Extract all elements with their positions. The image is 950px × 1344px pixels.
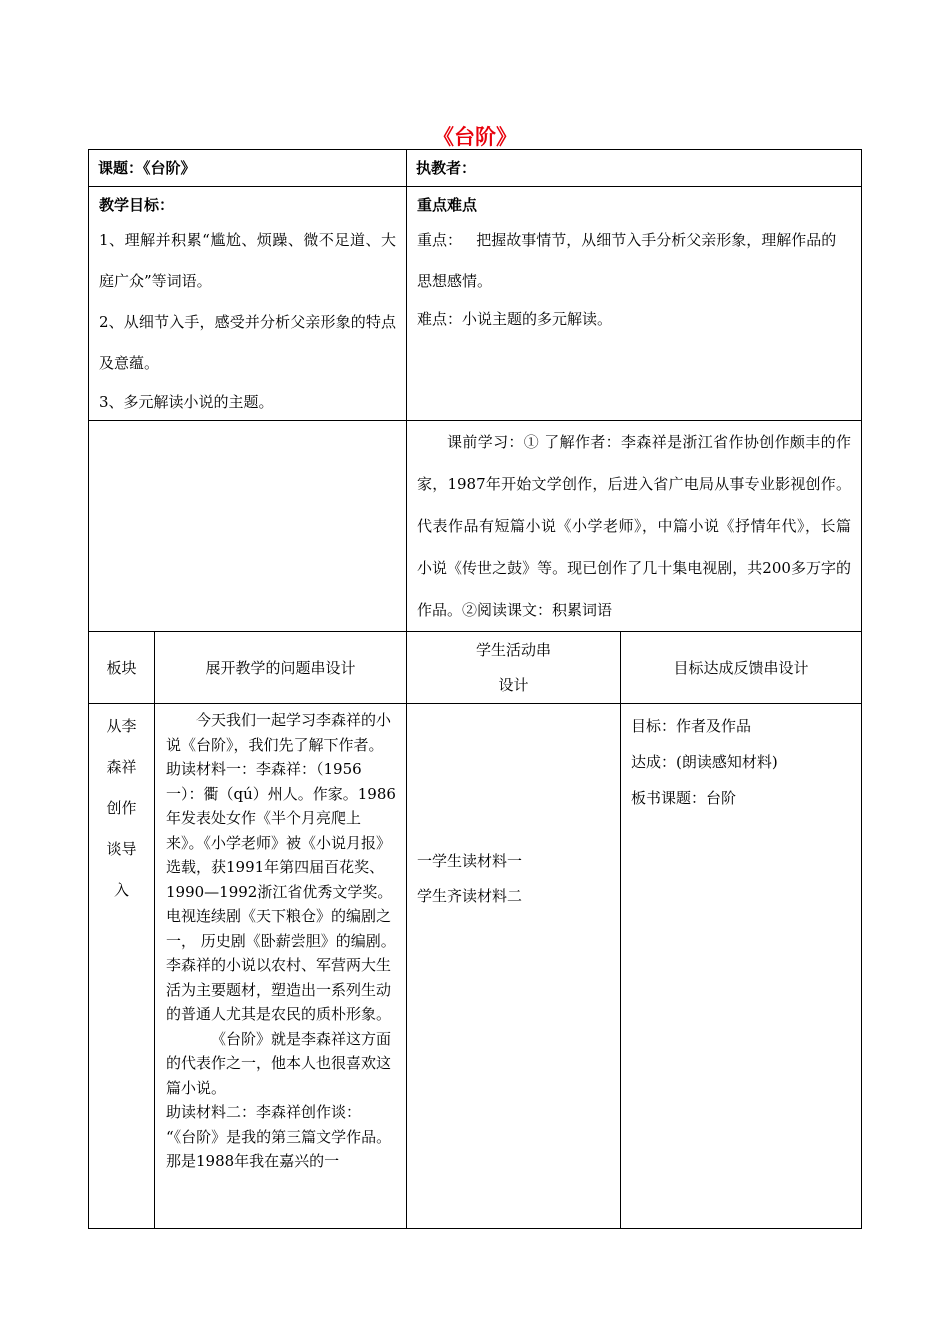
question-paragraph: 今天我们一起学习李森祥的小说《台阶》，我们先了解下作者。 [166,711,392,754]
question-paragraph: 助读材料一：李森祥：（1956一）：衢（qú）州人。作家。1986年发表处女作《半个月亮爬上来》。《小学老师》被《小说月报》选载，获1991年第四届百花奖、1990—1992浙江省优秀文学奖。 电视连续剧《天下粮仓》的编剧之一， 历史剧《卧薪尝胆》的编剧。李森祥的小说以农村、军营两大生活为主要题材，塑造出一系列生动的普通人尤其是农民的质朴形象。 [166,760,396,1023]
lesson-plan-table [88,149,862,1229]
objective-item: 1、理解并积累“尴尬、烦躁、微不足道、大庭广众”等词语。 [99,231,396,290]
feedback-cell [621,704,862,1229]
objective-item: 2、从细节入手，感受并分析父亲形象的特点及意蕴。 [99,313,396,372]
key-point: 重点： 把握故事情节，从细节入手分析父亲形象，理解作品的思想感情。 [417,231,837,290]
question-paragraph: 助读材料二：李森祥创作谈： [166,1103,362,1121]
activities-header-line2: 设计 [498,675,529,694]
activity-item: 一学生读材料一 [417,852,523,870]
column-header-block: 板块 [89,632,155,704]
block-label-line: 从李 [106,717,137,735]
block-label-line: 创作 [106,799,137,817]
activities-header-line1: 学生活动串 [475,640,551,659]
teacher-cell [407,150,862,187]
activity-item: 学生齐读材料二 [417,887,523,905]
keypoints-cell [407,187,862,421]
objectives-heading: 教学目标： [99,196,175,214]
block-label-line: 森祥 [106,758,137,776]
feedback-item: 目标：作者及作品 [631,717,752,735]
questions-cell [155,704,407,1229]
teacher-label: 执教者： [416,159,477,177]
column-header-questions: 展开教学的问题串设计 [155,632,407,704]
difficulty-point: 难点：小说主题的多元解读。 [417,310,613,328]
block-label-line: 谈导 [106,840,137,858]
document-title: 《台阶》 [433,124,517,149]
topic-value: 《台阶》 [143,159,196,177]
activities-cell [407,704,621,1229]
preview-cell [407,421,862,632]
objective-item: 3、多元解读小说的主题。 [99,393,274,411]
keypoints-heading: 重点难点 [417,196,478,214]
feedback-item: 达成：(朗读感知材料) [631,753,778,771]
column-header-activities [407,632,621,704]
topic-label: 课题： [98,159,144,177]
column-header-feedback: 目标达成反馈串设计 [621,632,862,704]
preview-text: 课前学习：① 了解作者：李森祥是浙江省作协创作颇丰的作家，1987年开始文学创作，后进入省广电局从事专业影视创作。代表作品有短篇小说《小学老师》，中篇小说《抒情年代》，长篇小说《传世之鼓》等。现已创作了几十集电视剧，共200多万字的作品。②阅读课文：积累词语 [417,433,851,619]
empty-cell [89,421,407,632]
feedback-item: 板书课题：台阶 [631,789,737,807]
question-paragraph: 《台阶》就是李森祥这方面的代表作之一，他本人也很喜欢这篇小说。 [166,1029,392,1097]
topic-cell [89,150,407,187]
question-paragraph: “《台阶》是我的第三篇文学作品。那是1988年我在嘉兴的一 [166,1127,392,1170]
objectives-cell [89,187,407,421]
block-label-line: 入 [113,881,129,899]
